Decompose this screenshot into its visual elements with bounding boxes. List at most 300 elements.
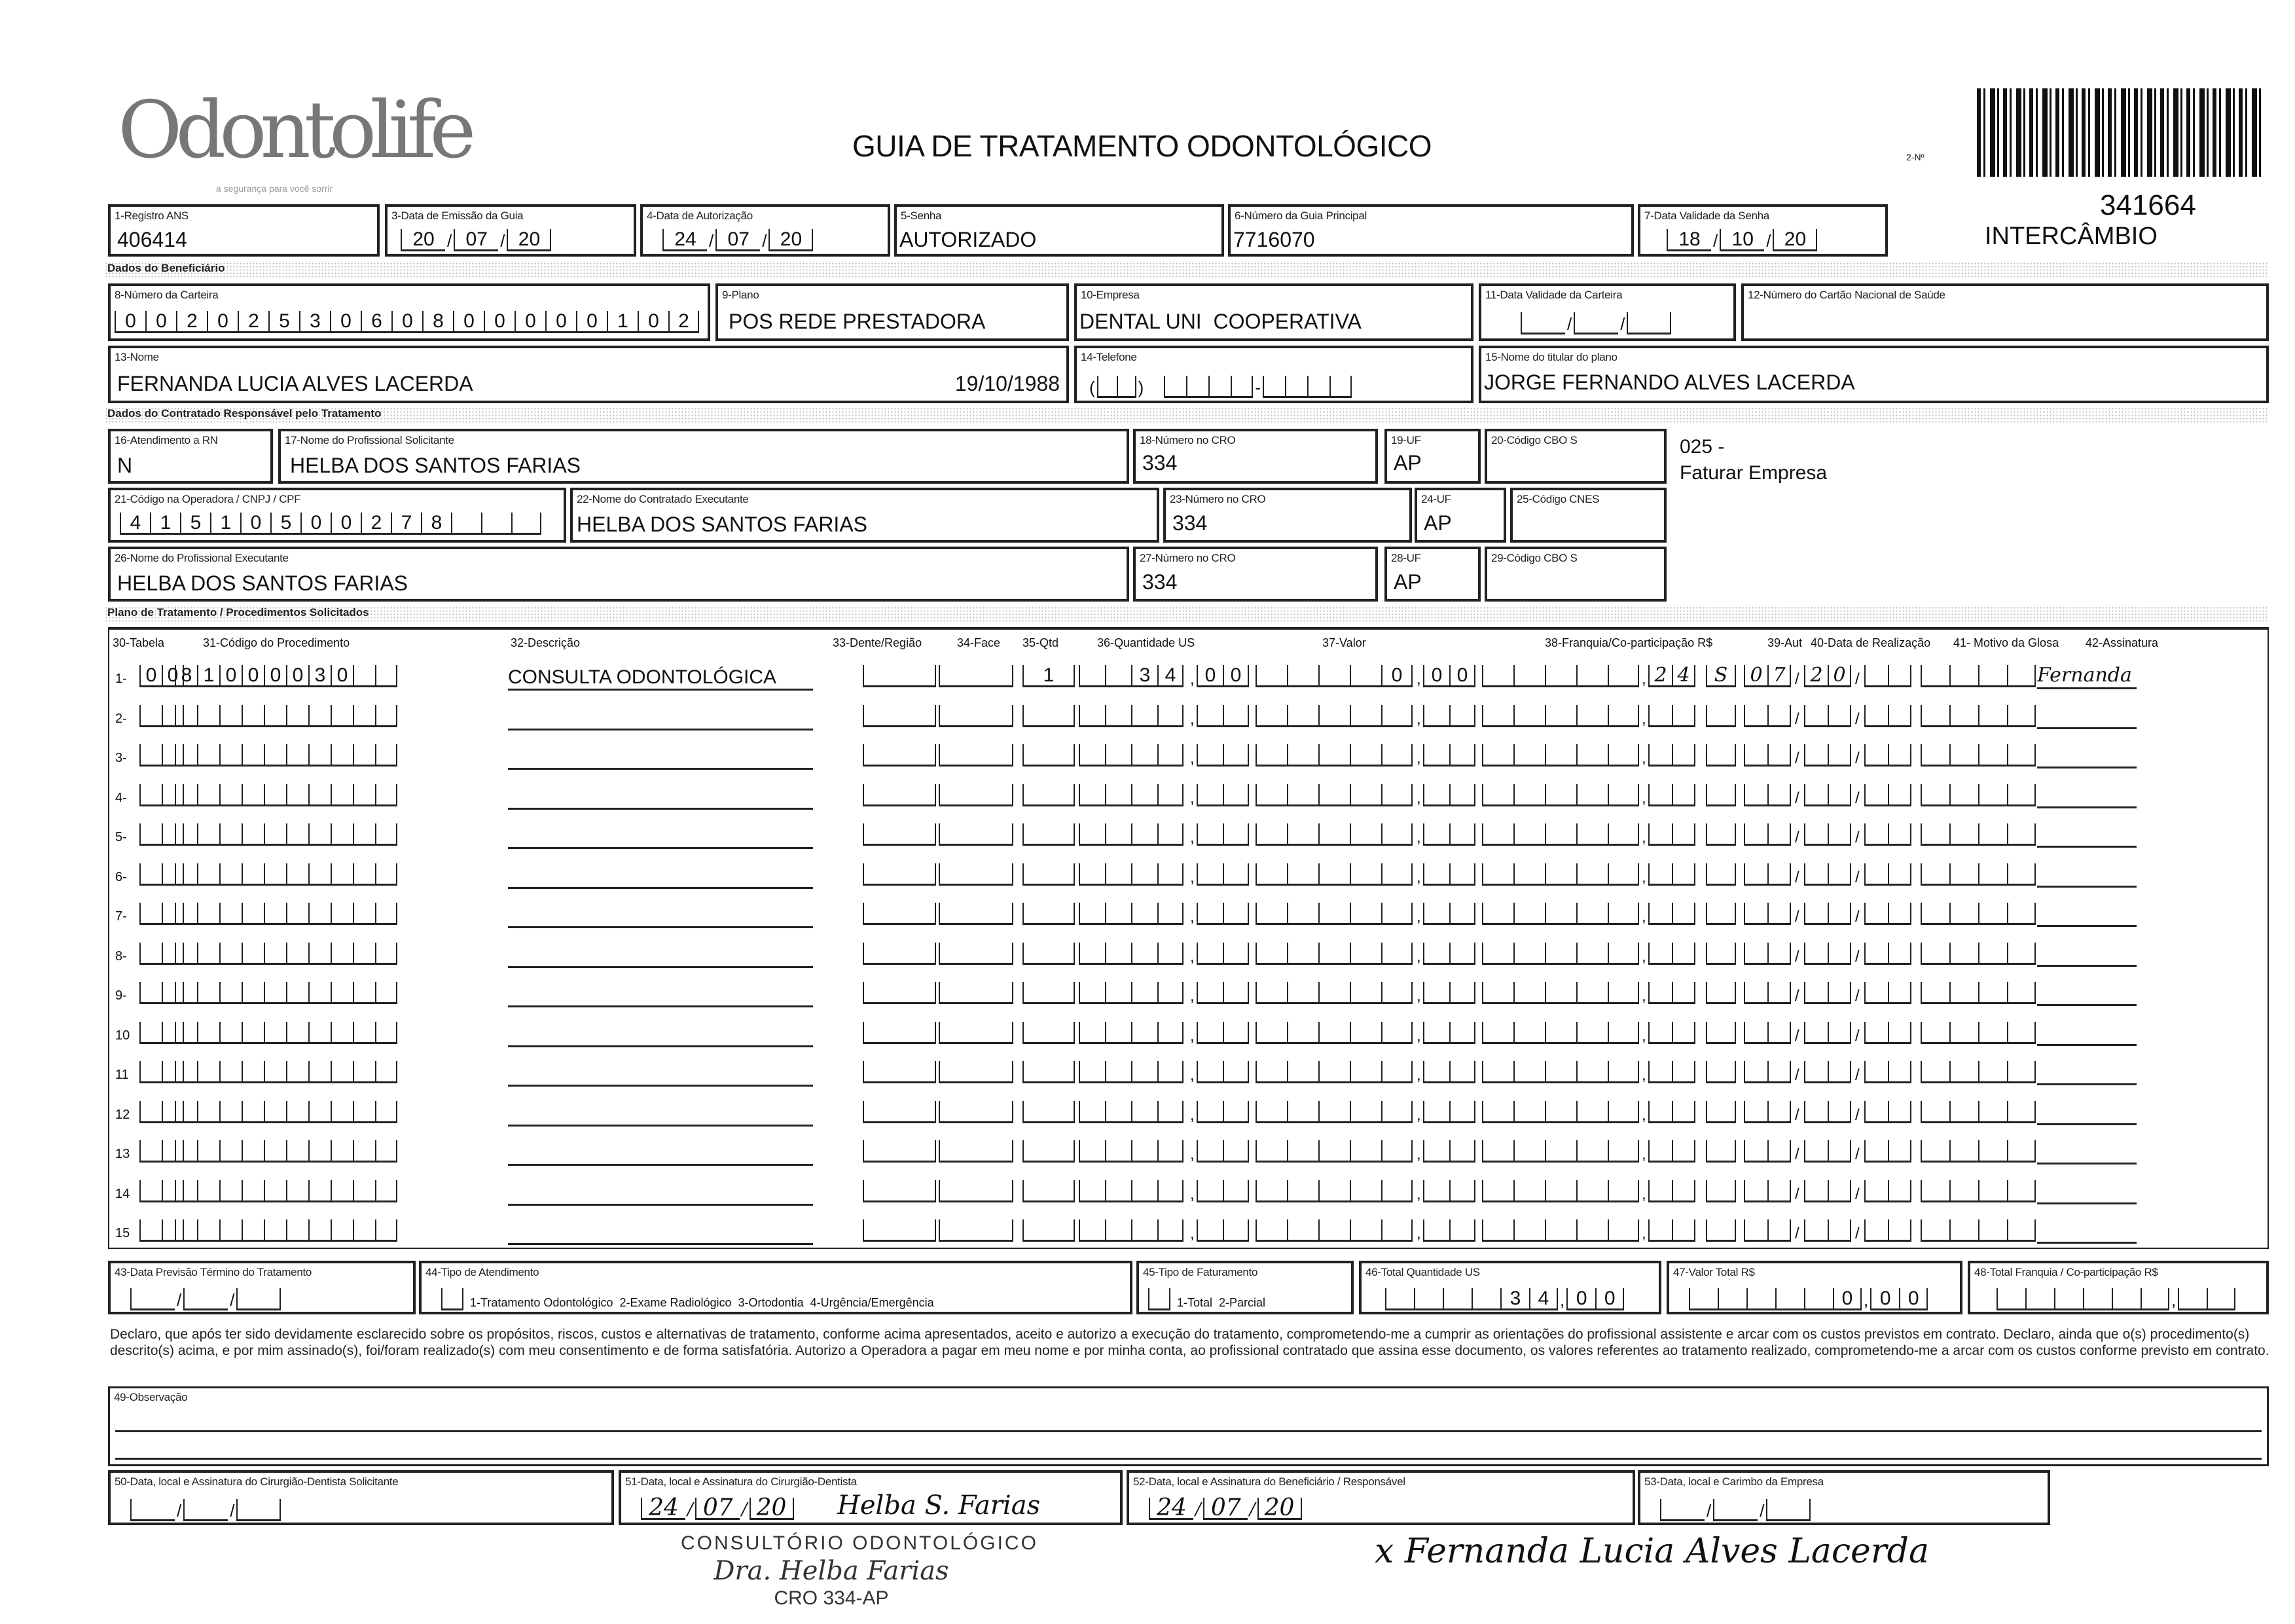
face-cell[interactable] <box>939 903 1013 925</box>
descricao-field[interactable] <box>508 1182 813 1206</box>
total-us-field[interactable]: 46-Total Quantidade US 3 4 , 0 0 <box>1359 1261 1661 1314</box>
glosa-cells[interactable] <box>1921 1140 2036 1163</box>
valor_dec-cells[interactable] <box>1423 943 1475 965</box>
qtd_us_int-cells[interactable] <box>1079 1061 1184 1083</box>
dente-cell[interactable] <box>863 744 936 767</box>
valor_dec-cells[interactable] <box>1423 1180 1475 1202</box>
qtd-cell[interactable] <box>1022 1061 1075 1083</box>
descricao-field[interactable] <box>508 746 813 770</box>
franquia_dec-cells[interactable] <box>1648 823 1695 846</box>
franquia_dec-cells[interactable] <box>1648 1140 1695 1163</box>
valor_int-cells[interactable] <box>1256 1101 1413 1123</box>
qtd_us_int-cells[interactable] <box>1079 1101 1184 1123</box>
aut-cell[interactable] <box>1706 784 1736 806</box>
data_mes-cells[interactable] <box>1804 943 1851 965</box>
data_ano-cells[interactable] <box>1864 1061 1911 1083</box>
dente-cell[interactable] <box>863 1219 936 1242</box>
qtd-cell[interactable] <box>1022 784 1075 806</box>
table-row[interactable] <box>0 702 2295 735</box>
table-row[interactable] <box>0 1019 2295 1052</box>
assinatura-field[interactable] <box>2037 1139 2137 1164</box>
data_dia-cells[interactable] <box>1744 705 1791 727</box>
codigo-cells[interactable] <box>175 665 397 687</box>
codigo-cells[interactable] <box>175 1061 397 1083</box>
data_mes-cells[interactable] <box>1804 744 1851 767</box>
franquia_dec-cells[interactable] <box>1648 1061 1695 1083</box>
qtd-cell[interactable] <box>1022 1101 1075 1123</box>
data_ano-cells[interactable] <box>1864 1022 1911 1044</box>
validade-carteira-year[interactable] <box>1627 312 1671 334</box>
data_mes-cells[interactable] <box>1804 1140 1851 1163</box>
valor_int-cells[interactable] <box>1256 863 1413 886</box>
dente-cell[interactable] <box>863 665 936 687</box>
data_dia-cells[interactable] <box>1744 1061 1791 1083</box>
data_mes-cells[interactable] <box>1804 1061 1851 1083</box>
dente-cell[interactable] <box>863 1061 936 1083</box>
data_dia-cells[interactable] <box>1744 1219 1791 1242</box>
franquia_int-cells[interactable] <box>1482 823 1639 846</box>
cro-executante-field[interactable]: 27-Número no CRO 334 <box>1133 547 1378 602</box>
aut-cell[interactable] <box>1706 1022 1736 1044</box>
data_mes-cells[interactable] <box>1804 823 1851 846</box>
qtd_us_int-cells[interactable] <box>1079 1219 1184 1242</box>
descricao-field[interactable] <box>508 706 813 731</box>
dente-cell[interactable] <box>863 1140 936 1163</box>
franquia_dec-cells[interactable] <box>1648 903 1695 925</box>
codigo-cells[interactable] <box>175 705 397 727</box>
face-cell[interactable] <box>939 1140 1013 1163</box>
assinatura-field[interactable]: Fernanda <box>2037 664 2137 689</box>
franquia_int-cells[interactable] <box>1482 863 1639 886</box>
qtd_us_int-cells[interactable] <box>1079 903 1184 925</box>
uf-executante-field[interactable]: 28-UF AP <box>1384 547 1481 602</box>
qtd_us_int-cells[interactable] <box>1079 823 1184 846</box>
franquia_dec-cells[interactable] <box>1648 863 1695 886</box>
glosa-cells[interactable] <box>1921 1219 2036 1242</box>
qtd-cell[interactable] <box>1022 1219 1075 1242</box>
table-row[interactable] <box>0 821 2295 854</box>
data_dia-cells[interactable] <box>1744 1022 1791 1044</box>
face-cell[interactable] <box>939 943 1013 965</box>
qtd-cell[interactable] <box>1022 823 1075 846</box>
assinatura-field[interactable] <box>2037 783 2137 808</box>
dente-cell[interactable] <box>863 1180 936 1202</box>
valor_int-cells[interactable] <box>1256 1219 1413 1242</box>
glosa-cells[interactable] <box>1921 744 2036 767</box>
assinatura-field[interactable] <box>2037 1020 2137 1046</box>
dente-cell[interactable] <box>863 982 936 1004</box>
face-cell[interactable] <box>939 1219 1013 1242</box>
solicitante-signature-field[interactable]: 50-Data, local e Assinatura do Cirurgião-Dentista Solicitante / / <box>108 1470 614 1525</box>
qtd-cell[interactable] <box>1022 863 1075 886</box>
empresa-stamp-field[interactable]: 53-Data, local e Carimbo da Empresa / / <box>1638 1470 2050 1525</box>
franquia_dec-cells[interactable] <box>1648 943 1695 965</box>
qtd-cell[interactable] <box>1022 744 1075 767</box>
face-cell[interactable] <box>939 1101 1013 1123</box>
validade-carteira-field[interactable]: 11-Data Validade da Carteira / / <box>1479 283 1736 341</box>
qtd_us_dec-cells[interactable] <box>1197 943 1249 965</box>
data_mes-cells[interactable] <box>1804 982 1851 1004</box>
face-cell[interactable] <box>939 1022 1013 1044</box>
qtd_us_dec-cells[interactable] <box>1197 1101 1249 1123</box>
empresa-field[interactable]: 10-Empresa DENTAL UNI COOPERATIVA <box>1074 283 1473 341</box>
data_dia-cells[interactable] <box>1744 863 1791 886</box>
qtd_us_int-cells[interactable] <box>1079 863 1184 886</box>
rn-field[interactable]: 16-Atendimento a RN N <box>108 429 273 484</box>
codigo-cells[interactable] <box>175 1219 397 1242</box>
franquia_dec-cells[interactable] <box>1648 1101 1695 1123</box>
qtd_us_dec-cells[interactable] <box>1197 1022 1249 1044</box>
data_mes-cells[interactable] <box>1804 705 1851 727</box>
qtd_us_dec-cells[interactable] <box>1197 744 1249 767</box>
valor_dec-cells[interactable] <box>1423 903 1475 925</box>
guia-principal-field[interactable]: 6-Número da Guia Principal 7716070 <box>1228 204 1634 257</box>
qtd-cell[interactable] <box>1022 1140 1075 1163</box>
valor_int-cells[interactable] <box>1256 1180 1413 1202</box>
data_ano-cells[interactable] <box>1864 744 1911 767</box>
franquia_dec-cells[interactable] <box>1648 1022 1695 1044</box>
qtd-cell[interactable] <box>1022 665 1075 687</box>
franquia_dec-cells[interactable] <box>1648 744 1695 767</box>
glosa-cells[interactable] <box>1921 665 2036 687</box>
data_ano-cells[interactable] <box>1864 705 1911 727</box>
qtd-cell[interactable] <box>1022 943 1075 965</box>
franquia_dec-cells[interactable] <box>1648 705 1695 727</box>
codigo-cells[interactable] <box>175 744 397 767</box>
valor_int-cells[interactable] <box>1256 784 1413 806</box>
qtd_us_dec-cells[interactable] <box>1197 784 1249 806</box>
observacao-field[interactable]: 49-Observação <box>108 1386 2269 1466</box>
data_ano-cells[interactable] <box>1864 982 1911 1004</box>
table-row[interactable] <box>0 861 2295 893</box>
qtd_us_dec-cells[interactable] <box>1197 705 1249 727</box>
data_dia-cells[interactable] <box>1744 1101 1791 1123</box>
valor_int-cells[interactable] <box>1256 665 1413 687</box>
descricao-field[interactable] <box>508 1221 813 1245</box>
qtd_us_dec-cells[interactable] <box>1197 1219 1249 1242</box>
dente-cell[interactable] <box>863 784 936 806</box>
aut-cell[interactable] <box>1706 744 1736 767</box>
qtd_us_int-cells[interactable] <box>1079 744 1184 767</box>
qtd_us_dec-cells[interactable] <box>1197 1180 1249 1202</box>
qtd_us_dec-cells[interactable] <box>1197 1140 1249 1163</box>
valor_int-cells[interactable] <box>1256 943 1413 965</box>
glosa-cells[interactable] <box>1921 1101 2036 1123</box>
aut-cell[interactable] <box>1706 1061 1736 1083</box>
dente-cell[interactable] <box>863 863 936 886</box>
franquia_int-cells[interactable] <box>1482 1101 1639 1123</box>
table-row[interactable] <box>0 1217 2295 1250</box>
valor_int-cells[interactable] <box>1256 1061 1413 1083</box>
uf-solicitante-field[interactable]: 19-UF AP <box>1384 429 1481 484</box>
dentista-signature-field[interactable]: 51-Data, local e Assinatura do Cirurgião-Dentista 24 / 07 / 20 Helba S. Farias <box>619 1470 1123 1525</box>
descricao-field[interactable] <box>508 825 813 849</box>
valor_int-cells[interactable] <box>1256 903 1413 925</box>
table-row[interactable] <box>0 1058 2295 1091</box>
assinatura-field[interactable] <box>2037 862 2137 888</box>
qtd_us_int-cells[interactable] <box>1079 1180 1184 1202</box>
aut-cell[interactable] <box>1706 943 1736 965</box>
franquia_int-cells[interactable] <box>1482 665 1639 687</box>
codigo-cells[interactable] <box>175 943 397 965</box>
data_mes-cells[interactable] <box>1804 863 1851 886</box>
data_ano-cells[interactable] <box>1864 1101 1911 1123</box>
glosa-cells[interactable] <box>1921 1180 2036 1202</box>
uf-contratado-field[interactable]: 24-UF AP <box>1415 488 1506 543</box>
qtd_us_dec-cells[interactable] <box>1197 903 1249 925</box>
valor_dec-cells[interactable] <box>1423 744 1475 767</box>
total-franquia-field[interactable]: 48-Total Franquia / Co-participação R$ , <box>1968 1261 2269 1314</box>
aut-cell[interactable] <box>1706 665 1736 687</box>
table-row[interactable] <box>0 940 2295 973</box>
qtd_us_int-cells[interactable] <box>1079 1022 1184 1044</box>
data_dia-cells[interactable] <box>1744 823 1791 846</box>
descricao-field[interactable] <box>508 1102 813 1127</box>
data_dia-cells[interactable] <box>1744 943 1791 965</box>
codigo-operadora-field[interactable]: 21-Código na Operadora / CNPJ / CPF 4 1 5 1 0 5 0 0 2 7 8 <box>108 488 566 543</box>
codigo-cells[interactable] <box>175 903 397 925</box>
descricao-field[interactable]: CONSULTA ODONTOLÓGICA <box>508 666 813 691</box>
glosa-cells[interactable] <box>1921 1022 2036 1044</box>
descricao-field[interactable] <box>508 865 813 889</box>
descricao-field[interactable] <box>508 1023 813 1047</box>
descricao-field[interactable] <box>508 1062 813 1087</box>
valor_dec-cells[interactable] <box>1423 705 1475 727</box>
validade-senha-field[interactable]: 7-Data Validade da Senha 18 / 10 / 20 <box>1638 204 1888 257</box>
codigo-cells[interactable] <box>175 982 397 1004</box>
aut-cell[interactable] <box>1706 903 1736 925</box>
face-cell[interactable] <box>939 784 1013 806</box>
face-cell[interactable] <box>939 665 1013 687</box>
qtd_us_int-cells[interactable] <box>1079 982 1184 1004</box>
qtd-cell[interactable] <box>1022 705 1075 727</box>
data_ano-cells[interactable] <box>1864 943 1911 965</box>
qtd_us_dec-cells[interactable] <box>1197 1061 1249 1083</box>
dente-cell[interactable] <box>863 705 936 727</box>
qtd_us_int-cells[interactable] <box>1079 665 1184 687</box>
glosa-cells[interactable] <box>1921 784 2036 806</box>
data_dia-cells[interactable] <box>1744 784 1791 806</box>
assinatura-field[interactable] <box>2037 1218 2137 1244</box>
registro-ans-field[interactable]: 1-Registro ANS 406414 <box>108 204 380 257</box>
descricao-field[interactable] <box>508 785 813 810</box>
data_mes-cells[interactable] <box>1804 1022 1851 1044</box>
cns-field[interactable]: 12-Número do Cartão Nacional de Saúde <box>1741 283 2269 341</box>
qtd_us_dec-cells[interactable] <box>1197 665 1249 687</box>
valor_dec-cells[interactable] <box>1423 1101 1475 1123</box>
franquia_int-cells[interactable] <box>1482 784 1639 806</box>
valor_dec-cells[interactable] <box>1423 863 1475 886</box>
assinatura-field[interactable] <box>2037 901 2137 927</box>
descricao-field[interactable] <box>508 904 813 928</box>
codigo-cells[interactable] <box>175 1140 397 1163</box>
franquia_int-cells[interactable] <box>1482 982 1639 1004</box>
glosa-cells[interactable] <box>1921 903 2036 925</box>
aut-cell[interactable] <box>1706 1101 1736 1123</box>
descricao-field[interactable] <box>508 983 813 1007</box>
dente-cell[interactable] <box>863 1022 936 1044</box>
data_ano-cells[interactable] <box>1864 823 1911 846</box>
face-cell[interactable] <box>939 1180 1013 1202</box>
qtd-cell[interactable] <box>1022 982 1075 1004</box>
qtd_us_dec-cells[interactable] <box>1197 863 1249 886</box>
senha-field[interactable]: 5-Senha AUTORIZADO <box>894 204 1224 257</box>
data-autorizacao-field[interactable]: 4-Data de Autorização 24 / 07 / 20 <box>640 204 890 257</box>
previsao-field[interactable]: 43-Data Previsão Término do Tratamento / / <box>108 1261 416 1314</box>
assinatura-field[interactable] <box>2037 1100 2137 1125</box>
franquia_int-cells[interactable] <box>1482 903 1639 925</box>
dente-cell[interactable] <box>863 1101 936 1123</box>
data_ano-cells[interactable] <box>1864 1180 1911 1202</box>
plano-field[interactable]: 9-Plano POS REDE PRESTADORA <box>715 283 1069 341</box>
nome-field[interactable]: 13-Nome FERNANDA LUCIA ALVES LACERDA 19/10/1988 <box>108 346 1069 403</box>
glosa-cells[interactable] <box>1921 982 2036 1004</box>
descricao-field[interactable] <box>508 944 813 968</box>
validade-carteira-day[interactable] <box>1521 312 1565 334</box>
valor_int-cells[interactable] <box>1256 1140 1413 1163</box>
table-row[interactable] <box>0 782 2295 814</box>
valor_int-cells[interactable] <box>1256 982 1413 1004</box>
aut-cell[interactable] <box>1706 863 1736 886</box>
valor_dec-cells[interactable] <box>1423 665 1475 687</box>
franquia_int-cells[interactable] <box>1482 744 1639 767</box>
valor_dec-cells[interactable] <box>1423 1061 1475 1083</box>
data_ano-cells[interactable] <box>1864 863 1911 886</box>
assinatura-field[interactable] <box>2037 822 2137 848</box>
data_dia-cells[interactable] <box>1744 1140 1791 1163</box>
assinatura-field[interactable] <box>2037 981 2137 1006</box>
franquia_dec-cells[interactable] <box>1648 665 1695 687</box>
aut-cell[interactable] <box>1706 1140 1736 1163</box>
data_mes-cells[interactable] <box>1804 1219 1851 1242</box>
franquia_dec-cells[interactable] <box>1648 1219 1695 1242</box>
valor_dec-cells[interactable] <box>1423 1022 1475 1044</box>
face-cell[interactable] <box>939 982 1013 1004</box>
dente-cell[interactable] <box>863 943 936 965</box>
face-cell[interactable] <box>939 705 1013 727</box>
qtd_us_int-cells[interactable] <box>1079 784 1184 806</box>
data_ano-cells[interactable] <box>1864 665 1911 687</box>
glosa-cells[interactable] <box>1921 943 2036 965</box>
valor_dec-cells[interactable] <box>1423 1140 1475 1163</box>
data_mes-cells[interactable] <box>1804 1101 1851 1123</box>
telefone-field[interactable]: 14-Telefone ( ) - <box>1074 346 1473 403</box>
data-emissao-field[interactable]: 3-Data de Emissão da Guia 20 / 07 / 20 <box>385 204 636 257</box>
assinatura-field[interactable] <box>2037 704 2137 729</box>
assinatura-field[interactable] <box>2037 743 2137 768</box>
glosa-cells[interactable] <box>1921 863 2036 886</box>
cro-contratado-field[interactable]: 23-Número no CRO 334 <box>1163 488 1412 543</box>
franquia_int-cells[interactable] <box>1482 1022 1639 1044</box>
franquia_int-cells[interactable] <box>1482 1219 1639 1242</box>
qtd-cell[interactable] <box>1022 1022 1075 1044</box>
franquia_dec-cells[interactable] <box>1648 1180 1695 1202</box>
cro-solicitante-field[interactable]: 18-Número no CRO 334 <box>1133 429 1378 484</box>
tipo-atendimento-field[interactable]: 44-Tipo de Atendimento 1-Tratamento Odontológico 2-Exame Radiológico 3-Ortodontia 4-Urgência/Emergência <box>419 1261 1132 1314</box>
data_dia-cells[interactable] <box>1744 982 1791 1004</box>
data_mes-cells[interactable] <box>1804 784 1851 806</box>
glosa-cells[interactable] <box>1921 705 2036 727</box>
valor_int-cells[interactable] <box>1256 705 1413 727</box>
qtd_us_int-cells[interactable] <box>1079 1140 1184 1163</box>
data_dia-cells[interactable] <box>1744 665 1791 687</box>
table-row[interactable] <box>0 1098 2295 1131</box>
cbo-solicitante-field[interactable]: 20-Código CBO S <box>1485 429 1667 484</box>
assinatura-field[interactable] <box>2037 1179 2137 1204</box>
prof-executante-field[interactable]: 26-Nome do Profissional Executante HELBA DOS SANTOS FARIAS <box>108 547 1129 602</box>
face-cell[interactable] <box>939 744 1013 767</box>
franquia_int-cells[interactable] <box>1482 705 1639 727</box>
data_dia-cells[interactable] <box>1744 1180 1791 1202</box>
qtd-cell[interactable] <box>1022 903 1075 925</box>
aut-cell[interactable] <box>1706 1180 1736 1202</box>
qtd_us_dec-cells[interactable] <box>1197 982 1249 1004</box>
valor-total-field[interactable]: 47-Valor Total R$ 0 , 0 0 <box>1667 1261 1962 1314</box>
qtd_us_int-cells[interactable] <box>1079 943 1184 965</box>
valor_dec-cells[interactable] <box>1423 784 1475 806</box>
carteira-field[interactable]: 8-Número da Carteira 0 0 2 0 2 5 3 0 6 0 8 0 0 0 0 0 1 0 2 <box>108 283 710 341</box>
titular-field[interactable]: 15-Nome do titular do plano JORGE FERNANDO ALVES LACERDA <box>1479 346 2269 403</box>
valor_dec-cells[interactable] <box>1423 823 1475 846</box>
table-row[interactable] <box>0 662 2295 695</box>
table-row[interactable] <box>0 979 2295 1012</box>
codigo-cells[interactable] <box>175 1180 397 1202</box>
table-row[interactable] <box>0 900 2295 933</box>
data_ano-cells[interactable] <box>1864 903 1911 925</box>
descricao-field[interactable] <box>508 1142 813 1166</box>
glosa-cells[interactable] <box>1921 823 2036 846</box>
aut-cell[interactable] <box>1706 705 1736 727</box>
beneficiario-signature-field[interactable]: 52-Data, local e Assinatura do Beneficiário / Responsável 24 / 07 / 20 <box>1127 1470 1635 1525</box>
franquia_int-cells[interactable] <box>1482 1061 1639 1083</box>
glosa-cells[interactable] <box>1921 1061 2036 1083</box>
franquia_int-cells[interactable] <box>1482 1140 1639 1163</box>
qtd_us_int-cells[interactable] <box>1079 705 1184 727</box>
face-cell[interactable] <box>939 1061 1013 1083</box>
dente-cell[interactable] <box>863 903 936 925</box>
aut-cell[interactable] <box>1706 823 1736 846</box>
dente-cell[interactable] <box>863 823 936 846</box>
face-cell[interactable] <box>939 823 1013 846</box>
codigo-cells[interactable] <box>175 863 397 886</box>
codigo-cells[interactable] <box>175 1022 397 1044</box>
data_mes-cells[interactable] <box>1804 903 1851 925</box>
codigo-cells[interactable] <box>175 784 397 806</box>
tipo-faturamento-field[interactable]: 45-Tipo de Faturamento 1-Total 2-Parcial <box>1136 1261 1354 1314</box>
face-cell[interactable] <box>939 863 1013 886</box>
valor_int-cells[interactable] <box>1256 1022 1413 1044</box>
franquia_int-cells[interactable] <box>1482 1180 1639 1202</box>
table-row[interactable] <box>0 1138 2295 1170</box>
prof-solicitante-field[interactable]: 17-Nome do Profissional Solicitante HELBA DOS SANTOS FARIAS <box>278 429 1129 484</box>
aut-cell[interactable] <box>1706 1219 1736 1242</box>
table-row[interactable] <box>0 1178 2295 1210</box>
valor_dec-cells[interactable] <box>1423 982 1475 1004</box>
valor_int-cells[interactable] <box>1256 744 1413 767</box>
franquia_dec-cells[interactable] <box>1648 784 1695 806</box>
franquia_int-cells[interactable] <box>1482 943 1639 965</box>
codigo-cells[interactable] <box>175 1101 397 1123</box>
data_dia-cells[interactable] <box>1744 744 1791 767</box>
data_ano-cells[interactable] <box>1864 784 1911 806</box>
data_ano-cells[interactable] <box>1864 1140 1911 1163</box>
data_ano-cells[interactable] <box>1864 1219 1911 1242</box>
franquia_dec-cells[interactable] <box>1648 982 1695 1004</box>
data_mes-cells[interactable] <box>1804 665 1851 687</box>
contratado-exec-field[interactable]: 22-Nome do Contratado Executante HELBA DOS SANTOS FARIAS <box>570 488 1159 543</box>
valor_int-cells[interactable] <box>1256 823 1413 846</box>
cnes-field[interactable]: 25-Código CNES <box>1510 488 1667 543</box>
